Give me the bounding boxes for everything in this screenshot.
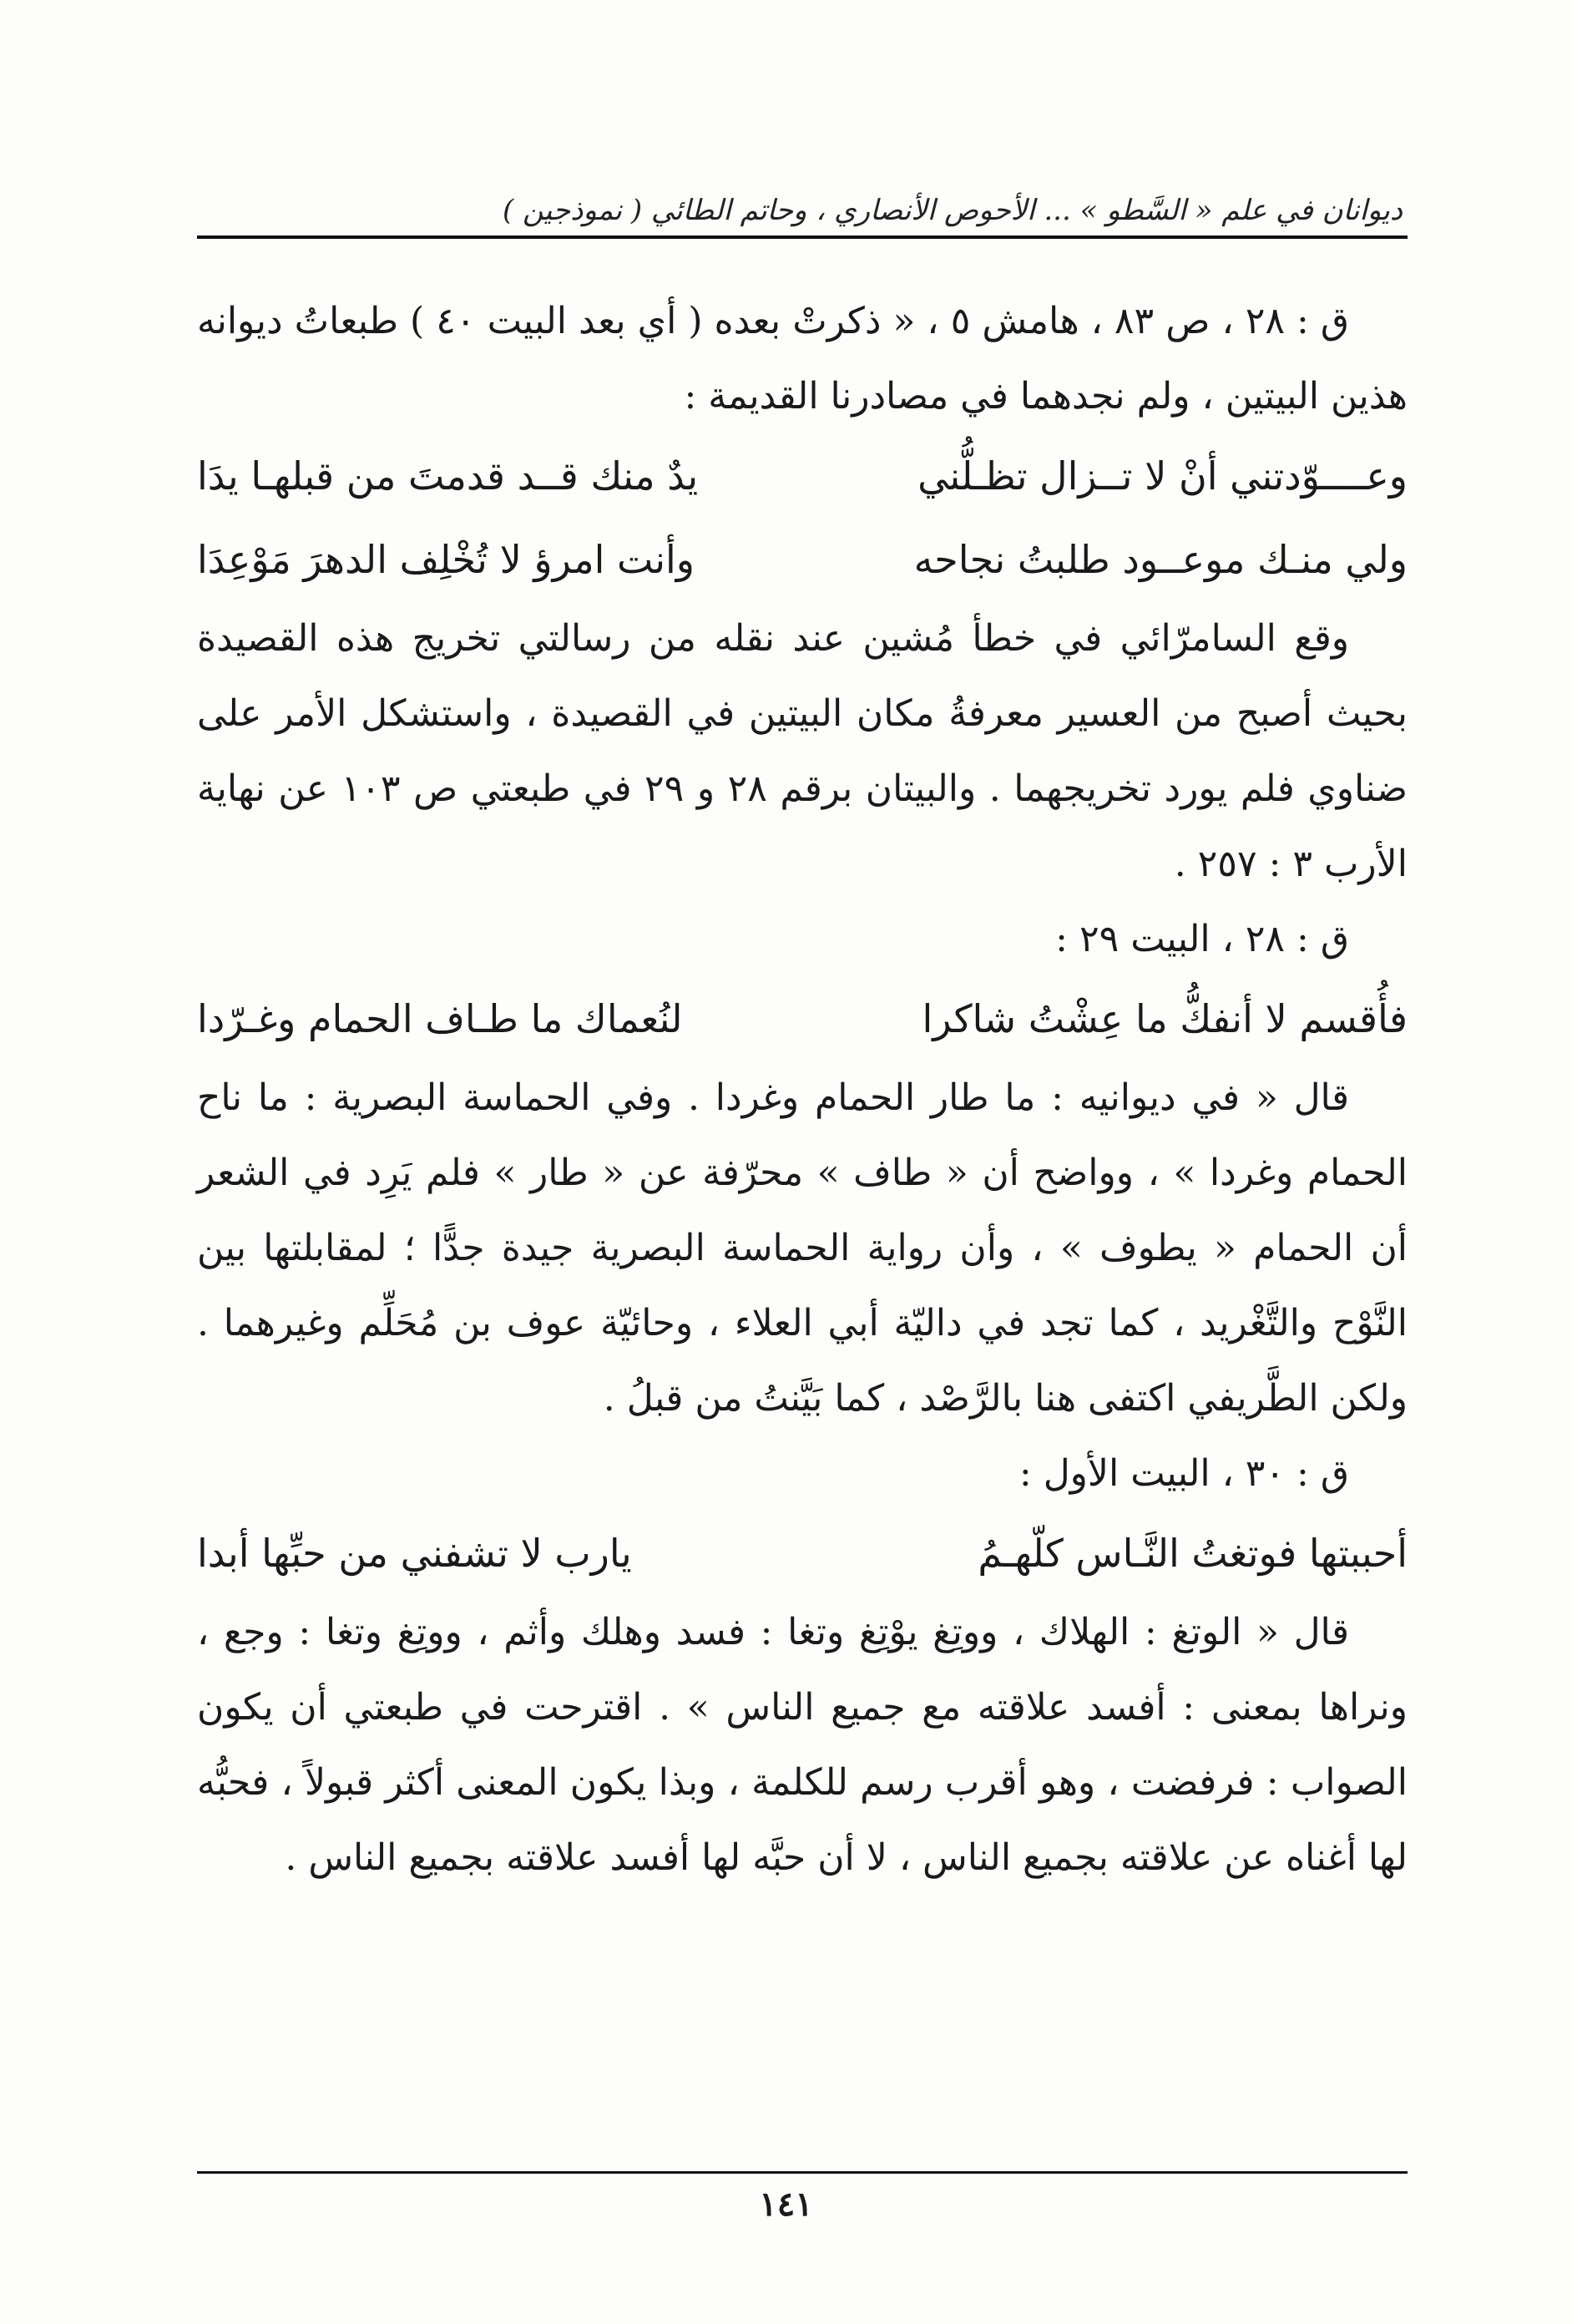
verse-line	[197, 518, 1408, 601]
page-number: ١٤١	[759, 2185, 813, 2224]
running-head: ديوانان في علم « السَّطو » ... الأحوص الأنصاري ، وحاتم الطائي ( نموذجين )	[502, 194, 1403, 227]
verse-line	[197, 1511, 1408, 1595]
verse-second-hemistich: يارب لا تشفني من حبِّها أبدا	[197, 1531, 632, 1576]
reference-heading: ق : ٣٠ ، البيت الأول :	[1019, 1452, 1349, 1495]
footer-rule	[197, 2171, 1408, 2174]
verse-first-hemistich: فأُقسم لا أنفكُّ ما عِشْتُ شاكرا	[922, 996, 1408, 1041]
reference-heading: ق : ٢٨ ، البيت ٢٩ :	[1055, 918, 1349, 960]
verse-line	[197, 434, 1408, 518]
verse-second-hemistich: وأنت امرؤ لا تُخْلِف الدهرَ مَوْعِدَا	[197, 537, 695, 582]
page-body	[197, 284, 1408, 1896]
verse-line	[197, 977, 1408, 1061]
verse-second-hemistich: لنُعماك ما طـاف الحمام وغـرّدا	[197, 996, 683, 1041]
verse-first-hemistich: أحببتها فوتغتُ النَّـاس كلّهـمُ	[978, 1531, 1408, 1576]
paragraph-commentary: قال « الوتغ : الهلاك ، ووتِغ يوْتِغ وتغا : فسد وهلك وأثم ، ووتِغ وتغا : وجع ، ونراها بمعنى : أفسد علاقته مع جميع الناس » . اقترحت في طبعتي أن يكون الصواب : فرفضت ، وهو أقرب رسم للكلمة ، وبذا يكون المعنى أكثر قبولاً ، فحبُّه لها أغناه عن علاقته بجميع الناس ، لا أن حبَّه لها أفسد علاقته بجميع الناس .	[197, 1611, 1408, 1879]
paragraph-ref-28-footnote: ق : ٢٨ ، ص ٨٣ ، هامش ٥ ، « ذكرتْ بعده ( أي بعد البيت ٤٠ ) طبعاتُ ديوانه هذين البيتين ، ولم نجدهما في مصادرنا القديمة :	[197, 300, 1408, 418]
header-rule	[197, 235, 1408, 239]
verse-first-hemistich: وعــــوّدتني أنْ لا تــزال تظـلُّني	[917, 453, 1408, 499]
paragraph-commentary: وقع السامرّائي في خطأ مُشين عند نقله من رسالتي تخريج هذه القصيدة بحيث أصبح من العسير معرفةُ مكان البيتين في القصيدة ، واستشكل الأمر على ضناوي فلم يورد تخريجهما . والبيتان برقم ٢٨ و ٢٩ في طبعتي ص ١٠٣ عن نهاية الأرب ٣ : ٢٥٧ .	[197, 617, 1408, 885]
paragraph-commentary: قال « في ديوانيه : ما طار الحمام وغردا . وفي الحماسة البصرية : ما ناح الحمام وغردا » ، وواضح أن « طاف » محرّفة عن « طار » فلم يَرِد في الشعر أن الحمام « يطوف » ، وأن رواية الحماسة البصرية جيدة جدًّا ؛ لمقابلتها بين النَّوْح والتَّغْريد ، كما تجد في داليّة أبي العلاء ، وحائيّة عوف بن مُحَلِّم وغيرهما . ولكن الطَّريفي اكتفى هنا بالرَّصْد ، كما بَيَّنتُ من قبلُ .	[197, 1076, 1408, 1420]
verse-second-hemistich: يدٌ منك قــد قدمتَ من قبلهـا يدَا	[197, 453, 699, 499]
verse-first-hemistich: ولي منـك موعــود طلبتُ نجاحه	[913, 537, 1408, 582]
